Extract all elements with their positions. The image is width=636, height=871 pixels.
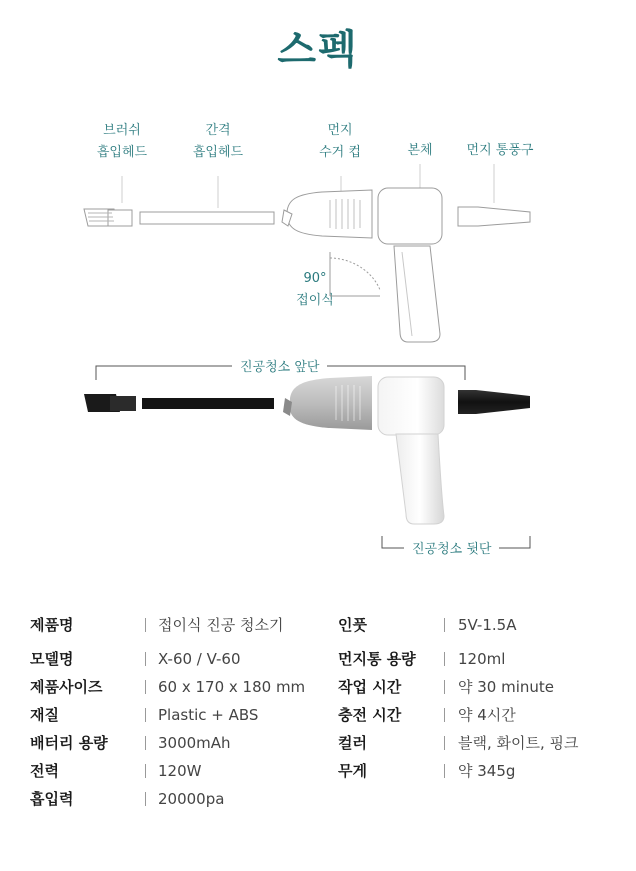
- spec-value: 약 30 minute: [458, 678, 555, 696]
- label-dust-cup-line1: 먼지: [327, 123, 353, 138]
- spec-key: 무게: [338, 762, 367, 780]
- spec-value: 약 345g: [458, 762, 516, 780]
- spec-key: 재질: [30, 706, 59, 724]
- body-outline: [378, 188, 442, 342]
- spec-divider: [145, 680, 146, 694]
- spec-divider: [145, 652, 146, 666]
- label-fold-text: 접이식: [296, 293, 334, 308]
- dust-cup-render: [283, 376, 372, 430]
- label-gap-head-line1: 간격: [205, 123, 231, 138]
- spec-divider: [145, 618, 146, 632]
- label-dust-cup-line2: 수거 컵: [319, 145, 361, 160]
- label-brush-head-line2: 흡입헤드: [96, 145, 148, 160]
- spec-divider: [145, 792, 146, 806]
- label-body: 본체: [407, 143, 433, 158]
- spec-divider: [444, 764, 445, 778]
- handle-render: [396, 434, 444, 524]
- dust-cup-outline: [282, 190, 372, 238]
- spec-key: 전력: [30, 762, 59, 780]
- spec-key: 제품사이즈: [30, 678, 103, 696]
- spec-key: 컬러: [338, 734, 367, 752]
- spec-key: 모델명: [30, 650, 74, 668]
- spec-value: X-60 / V-60: [158, 650, 241, 668]
- spec-divider: [444, 618, 445, 632]
- spec-key: 흡입력: [30, 790, 74, 808]
- spec-value: 3000mAh: [158, 734, 231, 752]
- spec-value: 접이식 진공 청소기: [158, 616, 284, 634]
- spec-value: 60 x 170 x 180 mm: [158, 678, 306, 696]
- spec-divider: [444, 708, 445, 722]
- fold-angle-marker: [330, 252, 380, 296]
- spec-key: 인풋: [338, 616, 367, 634]
- spec-value: Plastic + ABS: [158, 706, 259, 724]
- back-label: 진공청소 뒷단: [404, 538, 499, 557]
- spec-key: 먼지통 용량: [338, 650, 416, 668]
- spec-value: 20000pa: [158, 790, 225, 808]
- label-brush-head-line1: 브러쉬: [103, 123, 141, 138]
- spec-key: 제품명: [30, 616, 74, 634]
- gap-head-outline: [140, 212, 274, 224]
- spec-divider: [444, 736, 445, 750]
- product-render: [84, 376, 530, 524]
- body-render: [378, 377, 444, 435]
- brush-head-outline: [84, 209, 132, 226]
- front-label: 진공청소 앞단: [232, 356, 327, 375]
- spec-divider: [444, 652, 445, 666]
- spec-divider: [145, 764, 146, 778]
- spec-value: 120W: [158, 762, 202, 780]
- spec-key: 작업 시간: [338, 678, 402, 696]
- spec-divider: [145, 708, 146, 722]
- page-title: 스펙: [277, 27, 359, 73]
- spec-value: 120ml: [458, 650, 506, 668]
- spec-value: 5V-1.5A: [458, 616, 517, 634]
- spec-key: 배터리 용량: [30, 734, 108, 752]
- label-nozzle: 먼지 통풍구: [466, 143, 534, 158]
- nozzle-render: [458, 390, 530, 414]
- spec-value: 약 4시간: [458, 706, 516, 724]
- label-gap-head-line2: 흡입헤드: [192, 145, 244, 160]
- nozzle-outline: [458, 207, 530, 226]
- label-fold-angle-value: 90°: [303, 271, 327, 286]
- exploded-view: [84, 188, 530, 342]
- spec-value: 블랙, 화이트, 핑크: [458, 734, 579, 752]
- gap-head-render: [142, 398, 274, 409]
- spec-key: 충전 시간: [338, 706, 402, 724]
- brush-head-render: [84, 394, 136, 412]
- spec-divider: [145, 736, 146, 750]
- spec-divider: [444, 680, 445, 694]
